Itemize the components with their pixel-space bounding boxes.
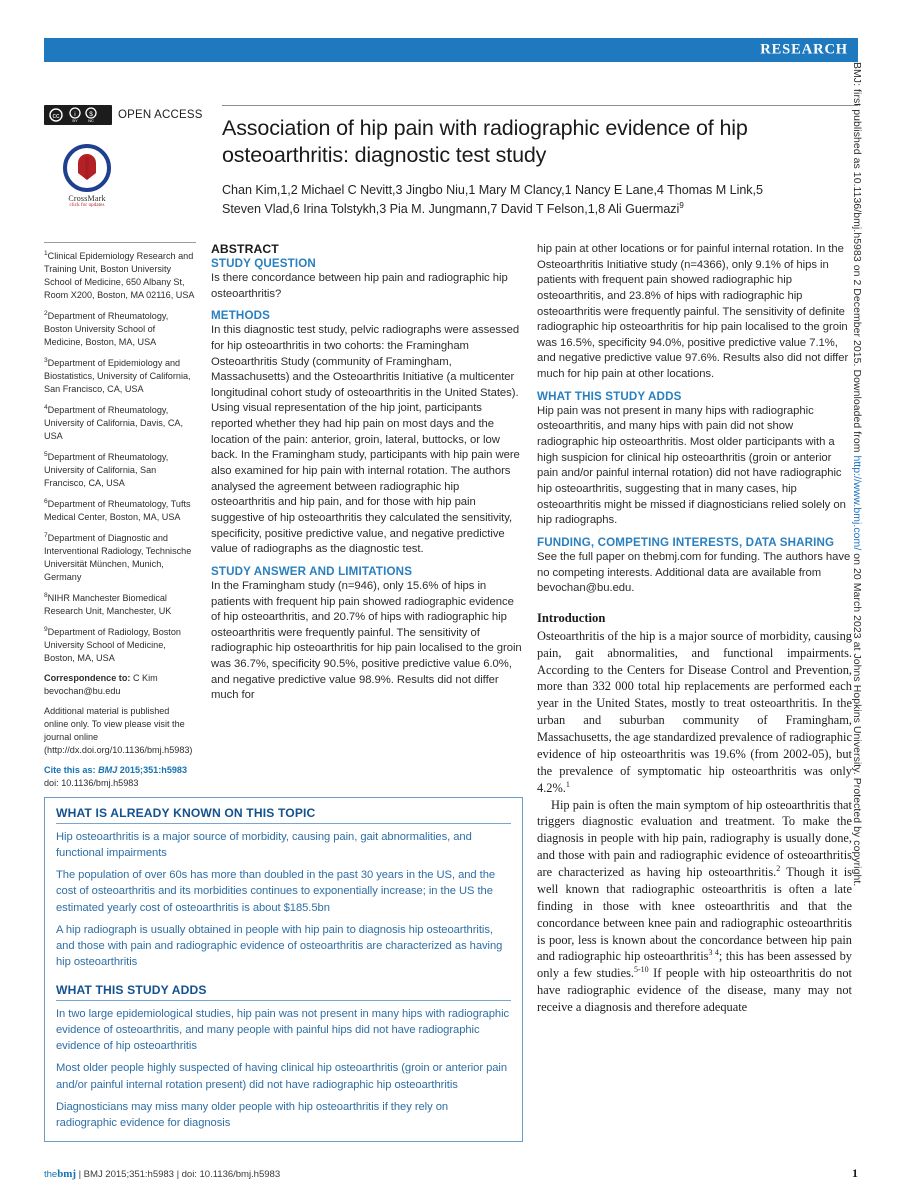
affiliation-item: $^8$NIHR Manchester Biomedical Research Unit, Manchester, UK — [44, 592, 172, 617]
affiliation-item: $^5$Department of Rheumatology, University of California, San Francisco, CA, USA — [44, 451, 169, 489]
watermark-text-part2: on 20 March 2023 at Johns Hopkins University. Protected by copyright. — [851, 550, 862, 887]
doi-line: doi: 10.1136/bmj.h5983 — [44, 778, 139, 789]
abstract-study-question-text: Is there concordance between hip pain and radiographic hip osteoarthritis? — [211, 272, 508, 300]
affiliation-item: $^3$Department of Epidemiology and Biostatistics, University of California, San Francisco, CA, USA — [44, 357, 191, 395]
abstract-subheading-adds: WHAT THIS STUDY ADDS — [537, 389, 682, 403]
abstract-column-left — [211, 242, 523, 704]
affiliations-column — [44, 242, 196, 810]
cite-this-as: Cite this as: BMJ 2015;351:h5983 — [44, 765, 188, 776]
abstract-subheading-study-question: STUDY QUESTION — [211, 257, 316, 270]
abstract-answer-text-right: hip pain at other locations or for painful internal rotation. In the Osteoarthritis Initiative study (n=4366), only 9.1% of hips in patients with frequent pain showed radiographic hip osteoarthritis, and 23.8% of hips with radiographic hip osteoarthritis were frequently painful. The sensitivity of definite radiographic hip osteoarthritis for hip pain localised to the groin was 16.5%, specificity 94.0%, positive predictive value 7.1%, and negative predictive value 97.6%. Results also did not differ much for hip pain at other locations. — [537, 243, 849, 381]
affiliation-item: $^6$Department of Rheumatology, Tufts Medical Center, Boston, MA, USA — [44, 498, 191, 523]
research-section-band — [44, 38, 858, 62]
abstract-column-right — [537, 242, 852, 1016]
abstract-methods-text: In this diagnostic test study, pelvic radiographs were assessed for hip osteoarthritis in two cohorts: the Framingham Osteoarthritis Study (community of Framingham, Massachusetts) and the Osteoarthritis Initiative (a multicenter longitudinal cohort study of osteoarthritis in the United States). Using visual representation of the hip joint, participants reported whether they had hip pain on most days and the location of the pain: anterior, groin, lateral, buttocks, or low back. In the Framingham study, participants with hip pain were also examined for hip pain with internal rotation. The authors analysed the agreement between radiographic hip osteoarthritis and hip pain, and for those with hip pain suggestive of hip osteoarthritis they calculated the sensitivity, specificity, positive predictive value, and negative predictive value of radiographs as the diagnostic test. — [211, 324, 520, 556]
author-line-1: Chan Kim,1,2 Michael C Nevitt,3 Jingbo Niu,1 Mary M Clancy,1 Nancy E Lane,4 Thomas M Link,5 — [222, 183, 763, 198]
key-point: The population of over 60s has more than doubled in the past 30 years in the US, and the cost of osteoarthritis and its morbidities continues to exponentially increase; in the US the estimated yearly cost of osteoarthritis is about $185.5bn — [56, 869, 496, 914]
abstract-answer-text-left: In the Framingham study (n=946), only 15.6% of hips in patients with frequent hip pain showed radiographic evidence of hip osteoarthritis, and 20.7% of hips with radiographic hip osteoarthritis were frequently painful. The sensitivity of radiographic hip osteoarthritis for hip pain localised to the groin was 36.7%, specificity 90.5%, positive predictive value 6.0%, and negative predictive value 98.9%. Results did not differ much for — [211, 579, 522, 702]
correspondence-label: Correspondence to: — [44, 673, 131, 684]
svg-text:BY: BY — [72, 118, 78, 123]
svg-text:i: i — [74, 110, 76, 118]
abstract-adds-text: Hip pain was not present in many hips with radiographic osteoarthritis, and many hips with pain did not show radiographic hip osteoarthritis. Most older participants with a high suspicion for clinical hip osteoarthritis (groin or anterior pain and/or painful internal rotation) did not have radiographic hip osteoarthritis, suggesting that in many cases, hip osteoarthritis might be missed if diagnosticians relied solely on hip radiographs. — [537, 404, 846, 527]
key-box-divider — [56, 823, 511, 824]
correspondence-value: C Kim bevochan@bu.edu — [44, 673, 158, 697]
article-title: Association of hip pain with radiographic evidence of hip osteoarthritis: diagnostic test study — [222, 116, 748, 168]
introduction-paragraph-2: Hip pain is often the main symptom of hip osteoarthritis that triggers diagnostic evaluation and treatment. To make the diagnosis in people with hip pain, radiography is usually done, and those with pain and radiographic evidence of osteoarthritis are characterized as having hip osteoarthritis.$^2$ Though it is well known that radiographic osteoarthritis is often a late finding in those with knee osteoarthritis and that the concordance between knee pain and radiographic osteoarthritis is poor, less is known about the concordance between hip pain and radiographic hip osteoarthritis$^{3 4}$; this has been assessed by only a few studies.$^{5-10}$ If people with hip osteoarthritis do not have radiographic evidence of the disease, many may not receive a diagnosis and therefore adequate — [537, 797, 853, 1015]
abstract-subheading-methods: METHODS — [211, 309, 271, 323]
additional-material-note: Additional material is published online only. To view please visit the journal online (http://dx.doi.org/10.1136/bmj.h5983) — [44, 706, 193, 756]
title-block — [222, 105, 858, 219]
creative-commons-icon — [44, 105, 112, 125]
affiliation-item: $^7$Department of Diagnostic and Interventional Radiology, Technische Universität München, Munich, Germany — [44, 532, 192, 583]
publication-watermark — [851, 62, 862, 1152]
crossmark-badge[interactable] — [56, 143, 118, 208]
abstract-funding-text: See the full paper on thebmj.com for funding. The authors have no competing interests. Additional data are available from bevochan@bu.edu. — [537, 550, 851, 595]
open-access-label: OPEN ACCESS — [118, 109, 203, 121]
key-point: Most older people highly suspected of having clinical hip osteoarthritis (groin or anterior pain and/or painful internal rotation present) did not have radiographic hip osteoarthritis — [56, 1062, 508, 1091]
author-list — [222, 182, 858, 219]
affiliation-item: $^9$Department of Radiology, Boston University School of Medicine, Boston, MA, USA — [44, 626, 181, 664]
watermark-link[interactable]: http://www.bmj.com/ — [851, 455, 862, 551]
correspondence-block — [44, 672, 196, 698]
abstract-heading: ABSTRACT — [211, 242, 279, 256]
footer-citation-text: | BMJ 2015;351:h5983 | doi: 10.1136/bmj.h5983 — [75, 1169, 281, 1180]
key-point: In two large epidemiological studies, hip pain was not present in many hips with radiographic evidence of osteoarthritis, and many people with painful hips did not have radiographic evidence of hip osteoarthritis — [56, 1008, 510, 1053]
page-footer — [44, 1166, 858, 1181]
affiliation-item: $^4$Department of Rheumatology, University of California, Davis, CA, USA — [44, 404, 183, 442]
introduction-paragraph-1: Osteoarthritis of the hip is a major source of morbidity, causing pain, gait abnormalities, and functional impairments. According to the Centers for Disease Control and Prevention, more than 332 000 total hip replacements are performed each year in the United States, mostly to treat osteoarthritis. In the urban and suburban community of Framingham, Massachusetts, the age standardized prevalence of radiographic evidence of hip osteoarthritis was 19.6% (from 2002-05), but the prevalence of symptomatic hip osteoarthritis was only 4.2%.$^1$ — [537, 628, 852, 795]
page-number: 1 — [852, 1166, 858, 1180]
key-box-heading-adds: WHAT THIS STUDY ADDS — [56, 983, 207, 997]
watermark-text-part1: BMJ: first published as 10.1136/bmj.h5983 on 2 December 2015. Downloaded from — [851, 62, 862, 456]
affiliation-item: $^2$Department of Rheumatology, Boston University School of Medicine, Boston, MA, USA — [44, 310, 169, 348]
introduction-heading: Introduction — [537, 610, 606, 625]
title-divider — [222, 105, 858, 106]
bmj-brand-the: the — [44, 1169, 58, 1180]
affiliation-item: $^1$Clinical Epidemiology Research and Training Unit, Boston University School of Medicine, 650 Albany St, Room X200, Boston, MA 02116, USA — [44, 250, 195, 301]
abstract-subheading-answer: STUDY ANSWER AND LIMITATIONS — [211, 564, 413, 578]
crossmark-subtitle: click for updates — [69, 203, 105, 208]
author-line-2: Steven Vlad,6 Irina Tolstykh,3 Pia M. Jungmann,7 David T Felson,1,8 Ali Guermazi$^9$ — [222, 201, 684, 217]
key-point: Hip osteoarthritis is a major source of morbidity, causing pain, gait abnormalities, and functional impairments — [56, 831, 472, 860]
bmj-brand-bmj: bmj — [57, 1168, 76, 1180]
key-point: A hip radiograph is usually obtained in people with hip pain to diagnosis hip osteoarthritis, and those with pain and radiographic evidence of osteoarthritis are characterized as having hip osteoarthritis — [56, 923, 503, 968]
svg-text:cc: cc — [52, 113, 60, 121]
abstract-subheading-funding: FUNDING, COMPETING INTERESTS, DATA SHARING — [537, 535, 835, 549]
key-box-divider — [56, 1000, 511, 1001]
footer-citation — [44, 1168, 280, 1180]
crossmark-icon — [62, 143, 112, 193]
key-messages-box — [44, 797, 523, 1142]
open-access-block — [44, 105, 203, 208]
svg-text:NC: NC — [88, 118, 94, 123]
key-box-heading-known: WHAT IS ALREADY KNOWN ON THIS TOPIC — [56, 806, 316, 820]
research-label: RESEARCH — [760, 41, 848, 58]
key-point: Diagnosticians may miss many older people with hip osteoarthritis if they rely on radiographic evidence for diagnosis — [56, 1100, 449, 1129]
svg-text:$: $ — [89, 110, 93, 118]
affiliations-divider — [44, 242, 196, 243]
crossmark-name: CrossMark — [68, 194, 106, 203]
